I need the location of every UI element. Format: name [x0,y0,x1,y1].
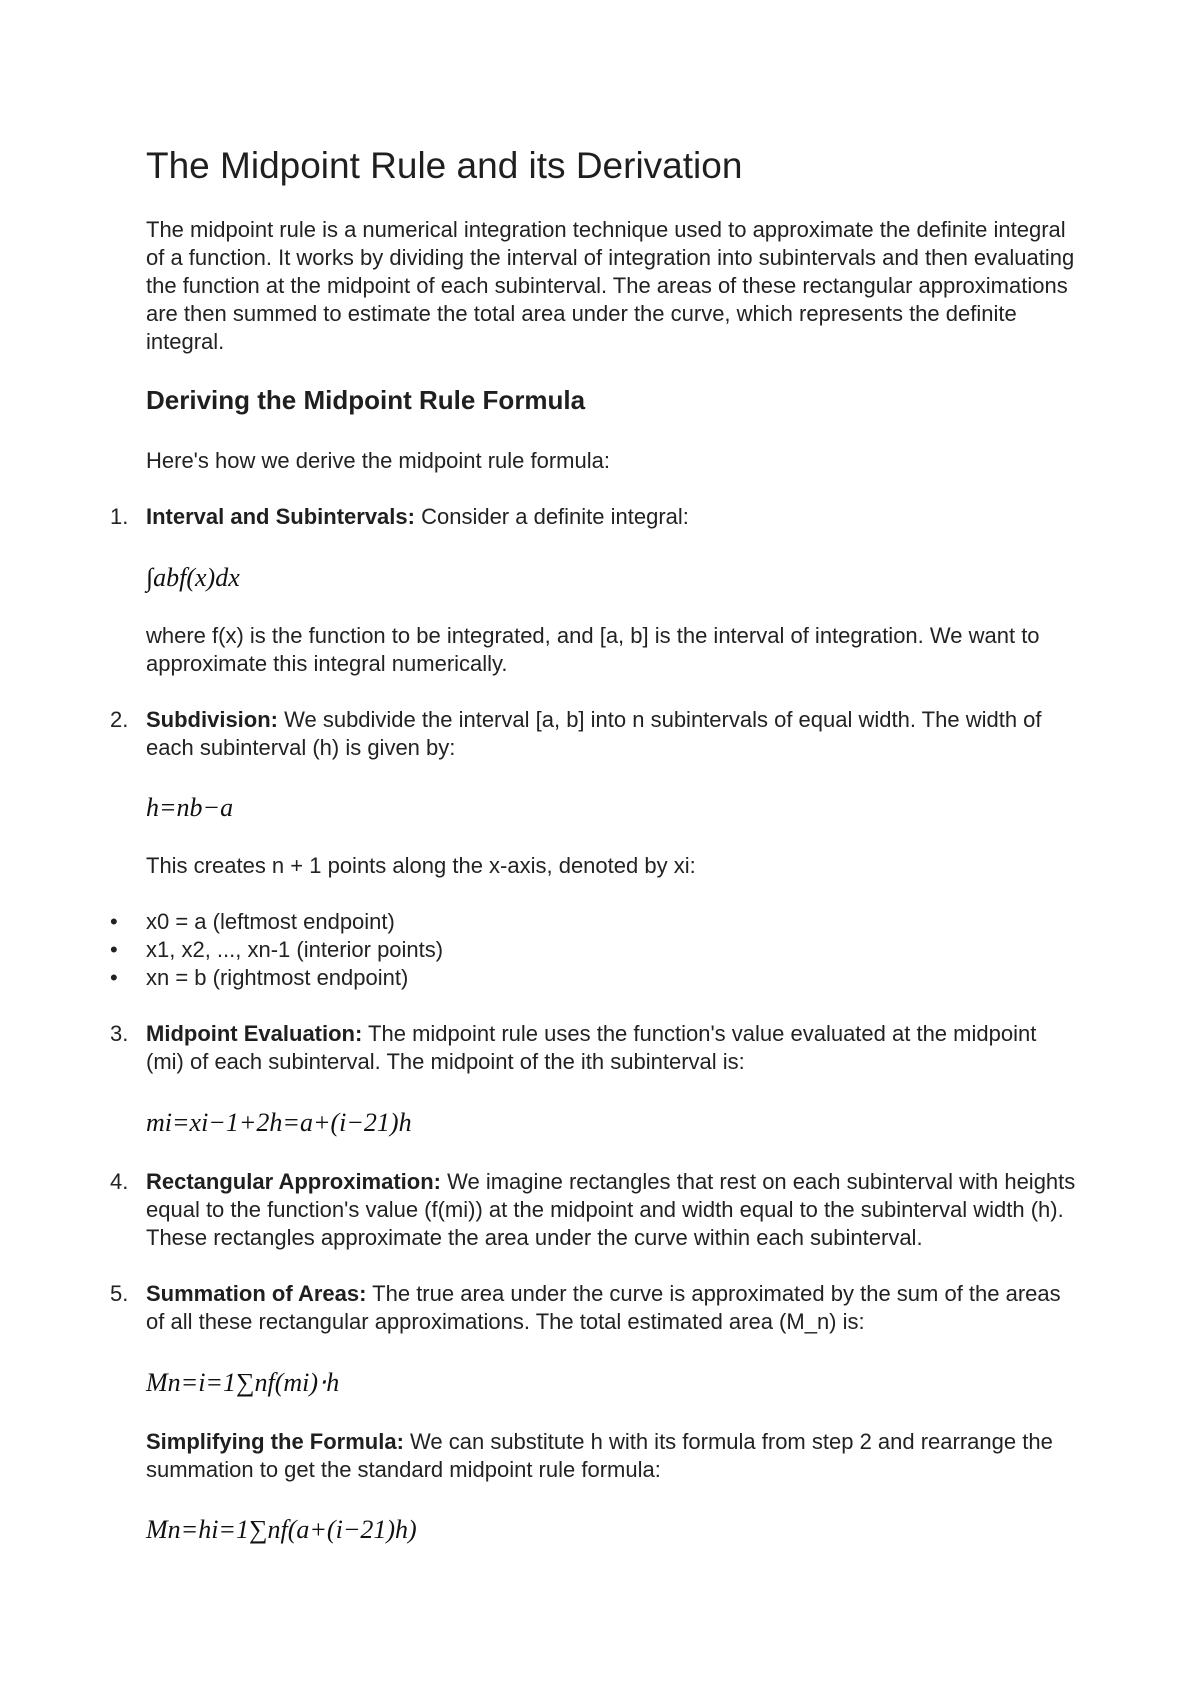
simplify-label: Simplifying the Formula: [146,1429,404,1454]
step-4-body: We imagine rectangles that rest on each subinterval with heights equal to the function's value (f(mi)) at the midpoint and width equal to the subinterval width (h). These rectangles approximate the area under the curve within each subinterval. [146,1169,1076,1250]
step-1-text [146,503,1076,531]
points-intro-text: This creates n + 1 points along the x-axis, denoted by xi: [146,853,696,878]
width-formula: h=nb−a [146,793,234,822]
after-integral-text: where f(x) is the function to be integrated, and [a, b] is the interval of integration. We want to approximate this integral numerically. [146,623,1040,676]
final-formula: Mn=hi=1∑nf(a+(i−21)h) [146,1515,417,1544]
step-5-body: The true area under the curve is approximated by the sum of the areas of all these rectangular approximations. The total estimated area (M_n) is: [146,1281,1061,1334]
step-5-label: Summation of Areas: [146,1281,367,1306]
step-4-label: Rectangular Approximation: [146,1169,441,1194]
step-5-text [146,1280,1076,1336]
section-heading: Deriving the Midpoint Rule Formula [146,385,586,415]
bullet-item: x1, x2, ..., xn-1 (interior points) [146,937,444,962]
lead-text: Here's how we derive the midpoint rule formula: [146,448,610,473]
step-3-body: The midpoint rule uses the function's value evaluated at the midpoint (mi) of each subinterval. The midpoint of the ith subinterval is: [146,1021,1037,1074]
step-number: 2. [110,707,129,732]
step-number: 3. [110,1021,129,1046]
simplify-body: We can substitute h with its formula from step 2 and rearrange the summation to get the standard midpoint rule formula: [146,1429,1053,1482]
bullet-item: x0 = a (leftmost endpoint) [146,909,395,934]
step-3-text [146,1020,1076,1076]
page-title: The Midpoint Rule and its Derivation [146,145,743,186]
step-3-label: Midpoint Evaluation: [146,1021,363,1046]
step-2-text [146,706,1076,762]
step-2-body: We subdivide the interval [a, b] into n subintervals of equal width. The width of each subinterval (h) is given by: [146,707,1042,760]
integral-formula: ∫abf(x)dx [146,563,240,592]
simplify-text [146,1428,1076,1484]
step-2-label: Subdivision: [146,707,278,732]
bullet-item: xn = b (rightmost endpoint) [146,965,409,990]
step-1-label: Interval and Subintervals: [146,504,415,529]
step-1-body: Consider a definite integral: [414,504,689,529]
bullet-dot: • [110,909,118,934]
midpoint-formula: mi=xi−1+2h=a+(i−21)h [146,1108,412,1137]
intro-paragraph: The midpoint rule is a numerical integration technique used to approximate the definite integral of a function. It works by dividing the interval of integration into subintervals and then evaluating the function at the midpoint of each subinterval. The areas of these rectangular approximations are then summed to estimate the total area under the curve, which represents the definite integral. [146,217,1075,354]
step-number: 1. [110,504,129,529]
step-number: 5. [110,1281,129,1306]
step-4-text [146,1168,1076,1252]
step-number: 4. [110,1169,129,1194]
bullet-dot: • [110,937,118,962]
bullet-dot: • [110,965,118,990]
sum-formula: Mn=i=1∑nf(mi)⋅h [146,1368,340,1397]
